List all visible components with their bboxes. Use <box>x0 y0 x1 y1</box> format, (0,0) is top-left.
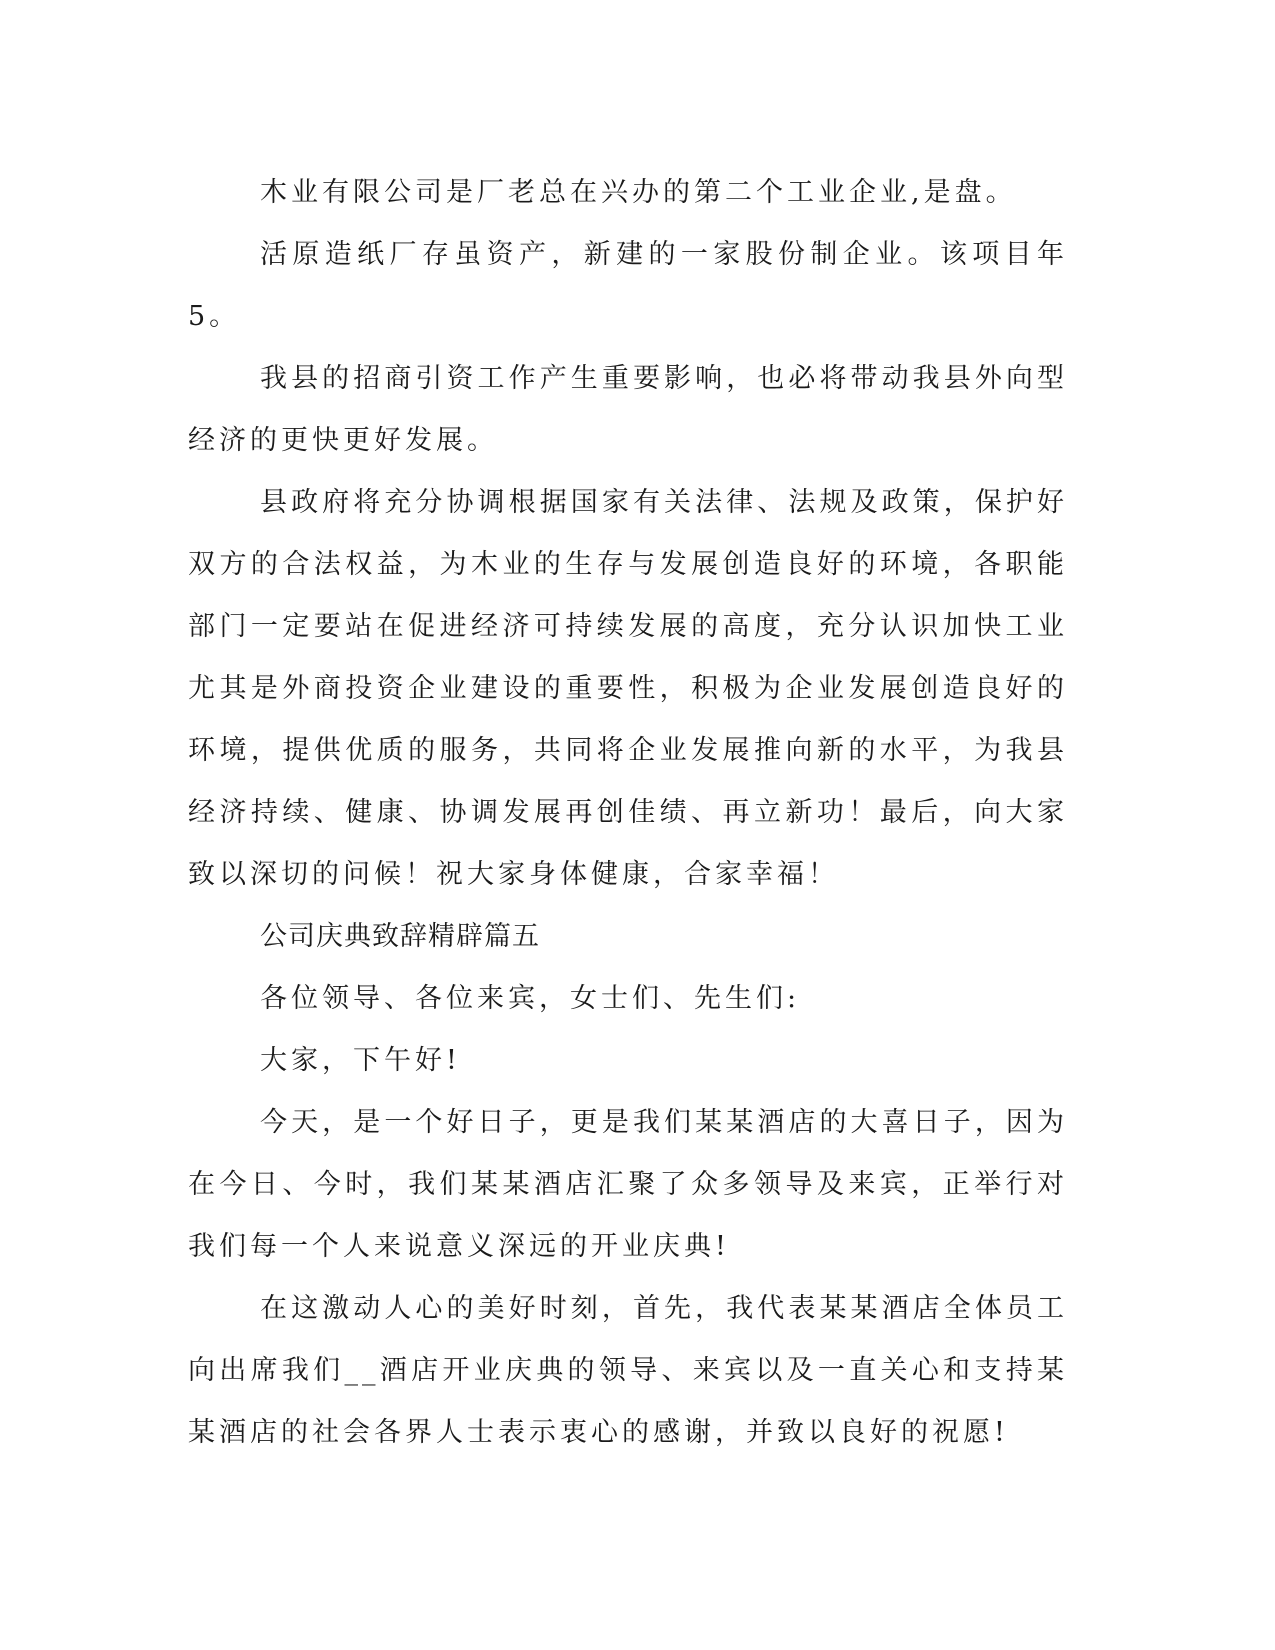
paragraph-government-support: 县政府将充分协调根据国家有关法律、法规及政策，保护好双方的合法权益，为木业的生存与发展创造良好的环境，各职能部门一定要站在促进经济可持续发展的高度，充分认识加快工业尤其是外商投资企业建设的重要性，积极为企业发展创造良好的环境，提供优质的服务，共同将企业发展推向新的水平，为我县经济持续、健康、协调发展再创佳绩、再立新功！最后，向大家致以深切的问候！祝大家身体健康，合家幸福！ <box>188 487 1068 890</box>
paragraph-impact: 我县的招商引资工作产生重要影响，也必将带动我县外向型经济的更快更好发展。 <box>188 363 1068 456</box>
paragraph-project-info: 活原造纸厂存虽资产，新建的一家股份制企业。该项目年5。 <box>188 239 1068 332</box>
paragraph-company-intro: 木业有限公司是厂老总在兴办的第二个工业企业,是盘。 <box>260 177 1017 208</box>
section-title: 公司庆典致辞精辟篇五 <box>260 921 540 952</box>
document-body <box>188 162 1068 1464</box>
paragraph-opening: 今天，是一个好日子，更是我们某某酒店的大喜日子，因为在今日、今时，我们某某酒店汇聚了众多领导及来宾，正举行对我们每一个人来说意义深远的开业庆典! <box>188 1107 1068 1262</box>
paragraph-thanks: 在这激动人心的美好时刻，首先，我代表某某酒店全体员工向出席我们__酒店开业庆典的领导、来宾以及一直关心和支持某某酒店的社会各界人士表示衷心的感谢，并致以良好的祝愿! <box>188 1293 1068 1448</box>
paragraph-greeting-audience: 各位领导、各位来宾，女士们、先生们: <box>260 983 801 1014</box>
paragraph-greeting: 大家，下午好! <box>260 1045 461 1076</box>
